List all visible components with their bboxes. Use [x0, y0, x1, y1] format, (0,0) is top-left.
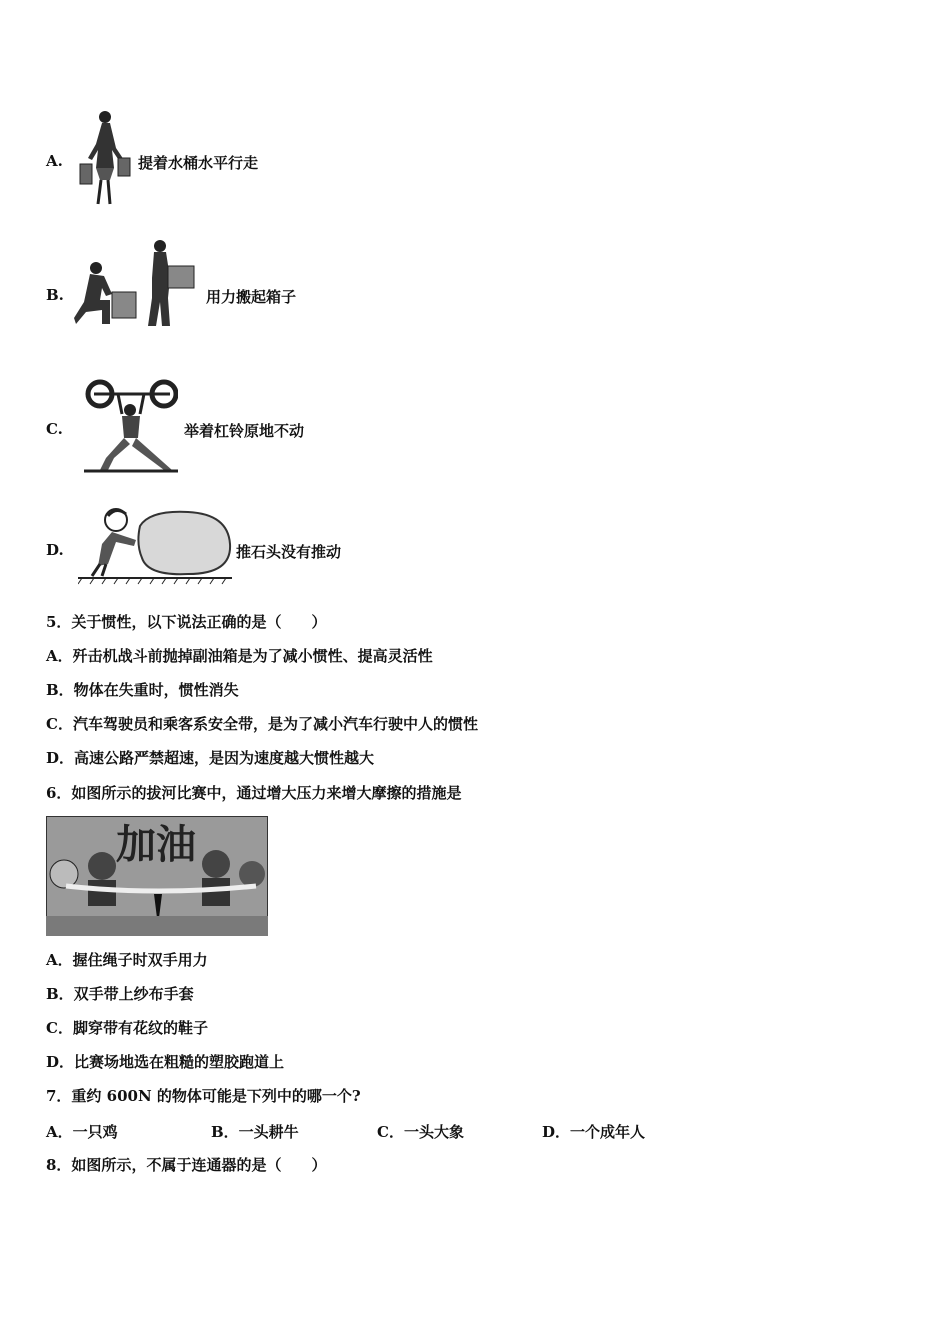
q7-option-d: D．一个成年人: [542, 1123, 646, 1141]
tug-of-war-image: [46, 816, 268, 936]
question-7-stem: 7．重约 600N 的物体可能是下列中的哪一个?: [46, 1087, 361, 1105]
q7-option-a: A．一只鸡: [46, 1123, 118, 1141]
cheer-text: 加油: [116, 822, 196, 868]
q7-option-b: B．一头耕牛: [211, 1123, 299, 1141]
option-b-caption: 用力搬起箱子: [206, 288, 297, 306]
option-letter-a: A.: [46, 152, 63, 170]
q5-option-a: A．歼击机战斗前抛掉副油箱是为了减小惯性、提高灵活性: [46, 647, 433, 665]
man-lifting-box-icon: [72, 238, 204, 330]
question-6-stem: 6．如图所示的拔河比赛中，通过增大压力来增大摩擦的措施是: [46, 784, 462, 802]
question-5-stem: 5．关于惯性，以下说法正确的是（ ）: [46, 613, 327, 631]
option-letter-c: C.: [46, 420, 63, 438]
q7-options-row: [46, 1121, 746, 1141]
weightlifter-icon: [84, 378, 178, 474]
q7-option-c: C．一头大象: [377, 1123, 464, 1141]
option-c-caption: 举着杠铃原地不动: [184, 422, 305, 440]
q6-option-c: C．脚穿带有花纹的鞋子: [46, 1019, 208, 1037]
q6-option-a: A．握住绳子时双手用力: [46, 951, 208, 969]
q5-option-c: C．汽车驾驶员和乘客系安全带，是为了减小汽车行驶中人的惯性: [46, 715, 478, 733]
woman-carrying-buckets-icon: [74, 108, 140, 208]
question-8-stem: 8．如图所示，不属于连通器的是（ ）: [46, 1156, 327, 1174]
child-pushing-rock-icon: [78, 504, 232, 586]
q6-option-b: B．双手带上纱布手套: [46, 985, 194, 1003]
option-d-caption: 推石头没有推动: [236, 543, 342, 561]
q5-option-b: B．物体在失重时，惯性消失: [46, 681, 239, 699]
q5-option-d: D．高速公路严禁超速，是因为速度越大惯性越大: [46, 749, 375, 767]
option-a-caption: 提着水桶水平行走: [138, 154, 259, 172]
option-letter-d: D.: [46, 541, 64, 559]
option-letter-b: B.: [46, 286, 64, 304]
q6-option-d: D．比赛场地选在粗糙的塑胶跑道上: [46, 1053, 285, 1071]
